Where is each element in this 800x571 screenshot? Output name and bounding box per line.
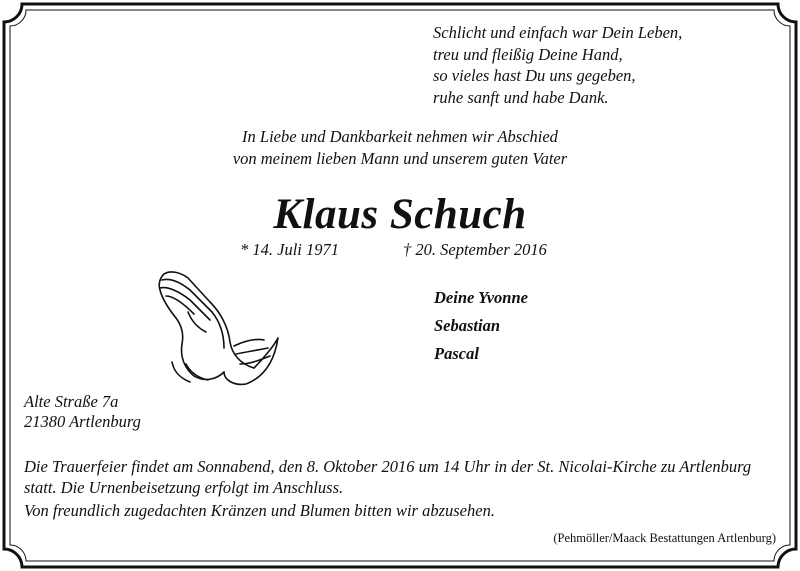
flower-request: Von freundlich zugedachten Kränzen und Blumen bitten wir abzusehen. <box>24 501 495 520</box>
address-street: Alte Straße 7a <box>24 392 119 411</box>
family-member: Pascal <box>434 344 479 363</box>
family-member: Sebastian <box>434 316 501 335</box>
intro-line: In Liebe und Dankbarkeit nehmen wir Abschied <box>242 127 558 146</box>
deceased-name: Klaus Schuch <box>273 191 527 238</box>
poem-line: treu und fleißig Deine Hand, <box>433 44 623 64</box>
poem-line: ruhe sanft und habe Dank. <box>433 87 609 107</box>
poem-line: so vieles hast Du uns gegeben, <box>433 66 636 85</box>
death-date: † 20. September 2016 <box>403 240 547 259</box>
family-member: Deine Yvonne <box>434 288 528 307</box>
poem-verse <box>433 22 682 108</box>
poem-line: Schlicht und einfach war Dein Leben, <box>433 23 683 42</box>
funeral-notice: Die Trauerfeier findet am Sonnabend, den 8. Oktober 2016 um 14 Uhr in der St. Nicolai-Kirche zu Artlenburg statt. Die Urnenbeisetzung erfolgt im Anschluss. <box>24 457 752 497</box>
praying-hands-icon <box>150 268 282 386</box>
farewell-intro <box>0 126 800 169</box>
intro-line: von meinem lieben Mann und unserem guten Vater <box>232 148 568 168</box>
undertaker-credit: (Pehmöller/Maack Bestattungen Artlenburg) <box>553 531 776 545</box>
birth-date: * 14. Juli 1971 <box>240 240 339 259</box>
address-city: 21380 Artlenburg <box>24 412 141 431</box>
mourner-address <box>24 392 141 432</box>
